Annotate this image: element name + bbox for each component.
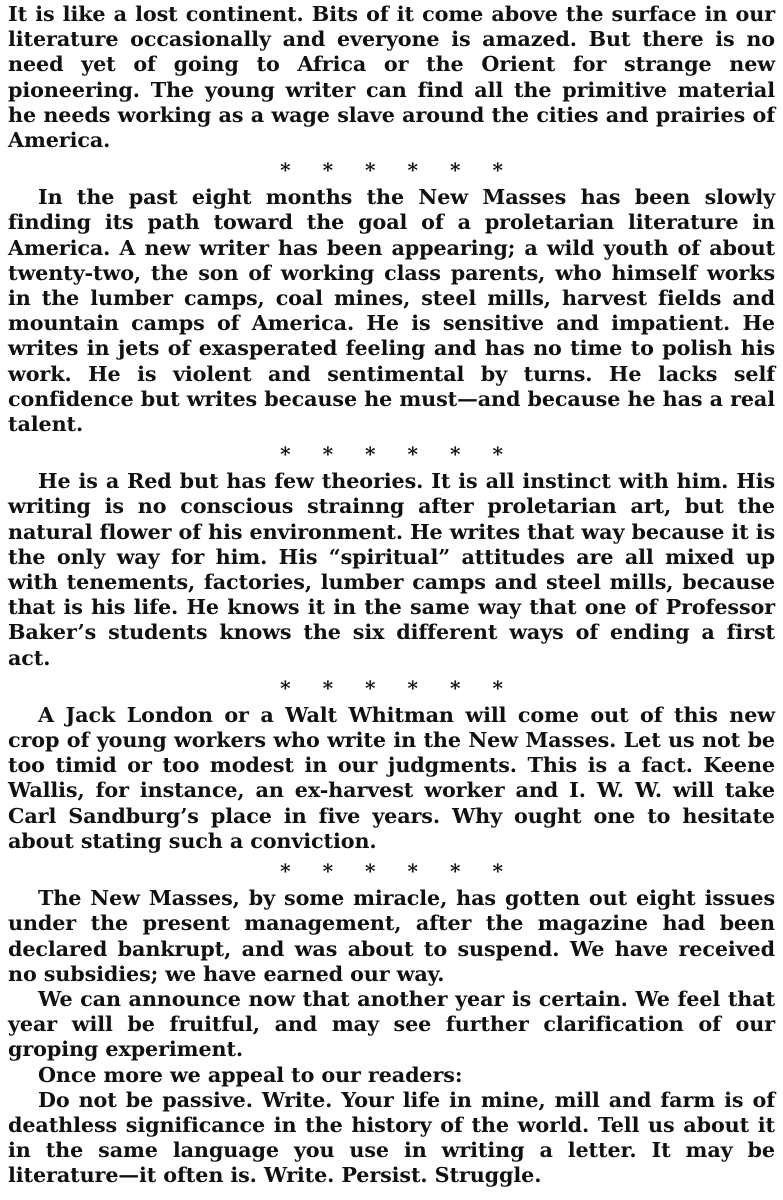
asterisk-ornament: *	[407, 859, 418, 884]
section-divider-2	[8, 443, 775, 465]
asterisk-ornament: *	[280, 675, 291, 700]
asterisk-ornament: *	[492, 675, 503, 700]
article-page	[8, 2, 775, 1189]
asterisk-ornament: *	[407, 158, 418, 183]
asterisk-ornament: *	[322, 859, 334, 884]
section-divider-3	[8, 677, 775, 699]
asterisk-ornament: *	[449, 675, 461, 700]
asterisk-ornament: *	[492, 158, 503, 183]
asterisk-ornament: *	[449, 859, 461, 884]
asterisk-ornament: *	[280, 442, 291, 467]
asterisk-ornament: *	[322, 442, 334, 467]
section-divider-4	[8, 860, 775, 882]
asterisk-ornament: *	[449, 158, 461, 183]
paragraph-jack-london: A Jack London or a Walt Whitman will come out of this new crop of young workers who write in the New Masses. Let us not be too timid or too modest in our judgments. This is a fact. Keene Wallis, for instance, an ex-harvest worker and I. W. W. will take Carl Sandburg’s place in five years. Why ought one to hesitate about stating such a conviction.	[8, 702, 775, 853]
paragraph-lost-continent: It is like a lost continent. Bits of it come above the surface in our literature occasionally and everyone is amazed. But there is no need yet of going to Africa or the Orient for strange new pioneering. The young writer can find all the primitive material he needs working as a wage slave around the cities and prairies of America.	[8, 2, 775, 153]
paragraph-new-writer: In the past eight months the New Masses has been slowly finding its path toward the goal of a proletarian literature in America. A new writer has been appearing; a wild youth of about twenty-two, the son of working class parents, who himself works in the lumber camps, coal mines, steel mills, harvest fields and mountain camps of America. He is sensitive and impatient. He writes in jets of exasperated feeling and has no time to polish his work. He is violent and sentimental by turns. He lacks self confidence but writes because he must—and because he has a real talent.	[8, 185, 775, 437]
asterisk-ornament: *	[492, 859, 503, 884]
paragraph-red-instinct: He is a Red but has few theories. It is all instinct with him. His writing is no conscious strainng after proletarian art, but the natural flower of his environment. He writes that way because it is the only way for him. His “spiritual” attitudes are all mixed up with tenements, factories, lumber camps and steel mills, because that is his life. He knows it in the same way that one of Professor Baker’s students knows the six different ways of ending a first act.	[8, 469, 775, 670]
section-divider-1	[8, 159, 775, 181]
asterisk-ornament: *	[407, 675, 418, 700]
asterisk-ornament: *	[280, 859, 291, 884]
asterisk-ornament: *	[322, 675, 334, 700]
asterisk-ornament: *	[280, 158, 291, 183]
asterisk-ornament: *	[365, 158, 376, 183]
paragraph-another-year: We can announce now that another year is certain. We feel that year will be fruitful, and may see further clarification of our groping experiment.	[8, 986, 775, 1062]
asterisk-ornament: *	[449, 442, 461, 467]
asterisk-ornament: *	[365, 442, 376, 467]
asterisk-ornament: *	[492, 442, 503, 467]
asterisk-ornament: *	[365, 859, 376, 884]
paragraph-appeal: Once more we appeal to our readers:	[38, 1062, 463, 1087]
asterisk-ornament: *	[322, 158, 334, 183]
paragraph-write-persist: Do not be passive. Write. Your life in mine, mill and farm is of deathless significance in the history of the world. Tell us about it in the same language you use in writing a letter. It may be literature—it often is. Write. Persist. Struggle.	[8, 1087, 775, 1188]
asterisk-ornament: *	[365, 675, 376, 700]
asterisk-ornament: *	[407, 442, 418, 467]
paragraph-eight-issues: The New Masses, by some miracle, has gotten out eight issues under the present management, after the magazine had been declared bankrupt, and was about to suspend. We have received no subsidies; we have earned our way.	[8, 886, 775, 986]
